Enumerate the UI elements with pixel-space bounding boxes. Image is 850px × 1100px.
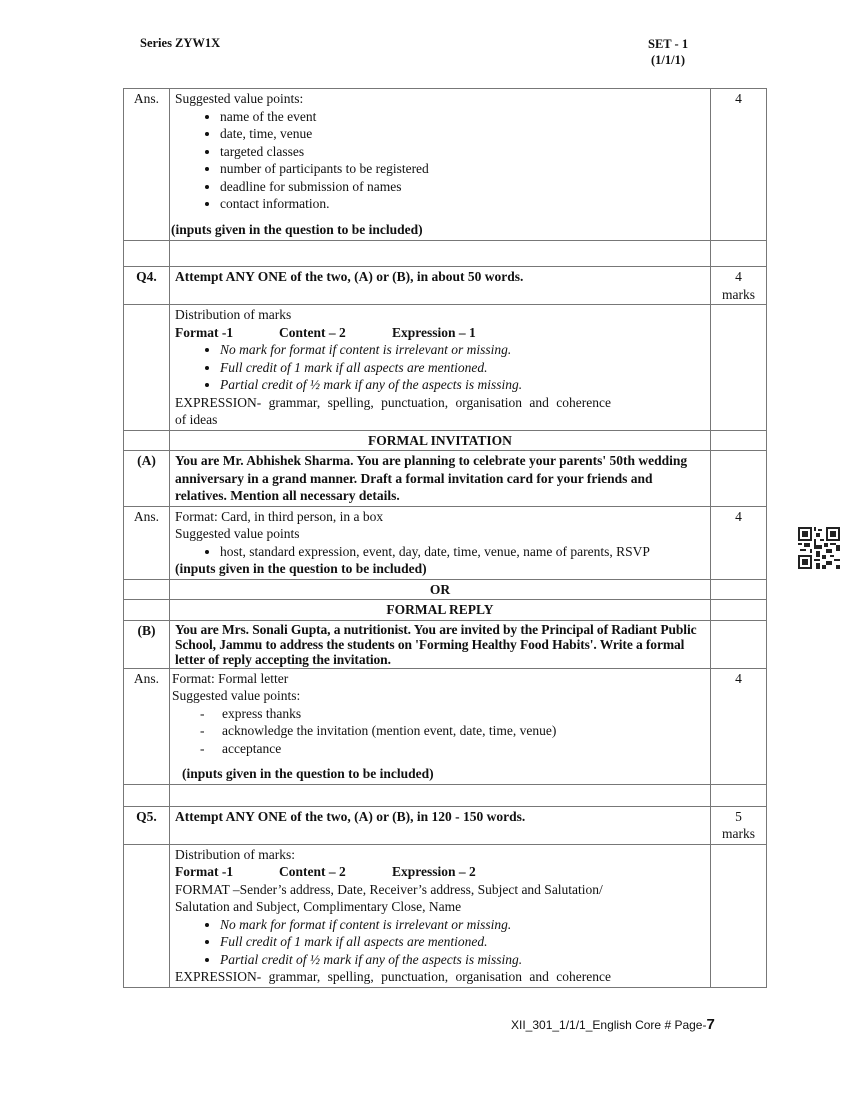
list-item: - acknowledge the invitation (mention event, date, time, venue) xyxy=(200,722,705,740)
list-item: • host, standard expression, event, day, date, time, venue, name of parents, RSVP xyxy=(220,543,705,561)
list-item: • No mark for format if content is irrelevant or missing. xyxy=(220,916,705,934)
answer-cell xyxy=(170,668,711,784)
question-number: Q4. xyxy=(124,267,170,305)
set-code: (1/1/1) xyxy=(651,53,686,67)
ans-label: Ans. xyxy=(124,506,170,579)
list-item: • Partial credit of ½ mark if any of the aspects is missing. xyxy=(220,376,705,394)
list-item: • date, time, venue xyxy=(220,125,705,143)
content-marks: Content – 2 xyxy=(279,864,346,879)
table-row xyxy=(124,506,767,579)
expression-line: EXPRESSION- grammar, spelling, punctuation, organisation and coherence xyxy=(175,394,611,410)
value-points-list xyxy=(175,108,705,213)
ans-label: Ans. xyxy=(124,668,170,784)
table-row xyxy=(124,600,767,621)
marks-split xyxy=(175,324,705,342)
list-item: • targeted classes xyxy=(220,143,705,161)
qr-code-icon xyxy=(798,527,840,569)
inputs-note: (inputs given in the question to be included) xyxy=(171,221,423,237)
question-number: Q5. xyxy=(124,806,170,844)
marks-word: marks xyxy=(722,286,755,302)
marks-number: 4 xyxy=(735,269,742,284)
section-heading-invitation: FORMAL INVITATION xyxy=(170,430,711,451)
marks-cell: 4 xyxy=(711,506,767,579)
answer-cell xyxy=(170,506,711,579)
list-item: • No mark for format if content is irrelevant or missing. xyxy=(220,341,705,359)
table-row xyxy=(124,267,767,305)
answer-format: Format: Formal letter xyxy=(172,670,289,686)
table-row xyxy=(124,89,767,241)
question-text: You are Mrs. Sonali Gupta, a nutritionist. You are invited by the Principal of Radiant Public School, Jammu to address the students on 'Forming Healthy Food Habits'. Write a formal letter of reply accepting the invitation. xyxy=(170,620,711,668)
spacer-row xyxy=(124,241,767,267)
question-text: Attempt ANY ONE of the two, (A) or (B), in about 50 words. xyxy=(170,267,711,305)
expression-marks: Expression – 1 xyxy=(392,324,476,340)
list-item: • Partial credit of ½ mark if any of the aspects is missing. xyxy=(220,951,705,969)
value-points-heading: Suggested value points: xyxy=(175,91,304,106)
distribution-heading: Distribution of marks xyxy=(175,307,292,322)
value-points-heading: Suggested value points xyxy=(175,526,300,541)
set-label xyxy=(648,36,688,68)
value-points-list xyxy=(175,543,705,561)
marking-scheme-table xyxy=(123,88,767,988)
inputs-note: (inputs given in the question to be included) xyxy=(175,561,427,576)
distribution-cell xyxy=(170,305,711,431)
answer-cell xyxy=(170,89,711,241)
list-item: • Full credit of 1 mark if all aspects are mentioned. xyxy=(220,933,705,951)
list-item: • number of participants to be registered xyxy=(220,160,705,178)
table-row xyxy=(124,579,767,600)
list-item: • deadline for submission of names xyxy=(220,178,705,196)
option-label: (B) xyxy=(124,620,170,668)
marks-cell: 4 xyxy=(711,89,767,241)
question-text: You are Mr. Abhishek Sharma. You are planning to celebrate your parents' 50th wedding anniversary in a grand manner. Draft a formal invitation card for your friends and relatives. Mention all necessary details. xyxy=(170,451,711,507)
page-footer xyxy=(511,1016,715,1033)
criteria-list xyxy=(175,341,705,394)
marks-word: marks xyxy=(722,826,755,841)
criteria-list xyxy=(175,916,705,969)
series-label: Series ZYW1X xyxy=(140,36,221,50)
table-row xyxy=(124,305,767,431)
table-row xyxy=(124,620,767,668)
content-marks: Content – 2 xyxy=(279,324,346,340)
format-marks: Format -1 xyxy=(175,864,234,879)
question-text: Attempt ANY ONE of the two, (A) or (B), in 120 - 150 words. xyxy=(170,806,711,844)
format-line: FORMAT –Sender’s address, Date, Receiver’s address, Subject and Salutation/ Salutation and Subject, Complimentary Close, Name xyxy=(175,881,603,914)
expression-line: EXPRESSION- grammar, spelling, punctuation, organisation and coherence xyxy=(175,969,611,984)
marks-cell: 4 xyxy=(711,668,767,784)
marks-split xyxy=(175,863,705,881)
table-row xyxy=(124,668,767,784)
table-row xyxy=(124,430,767,451)
marks-cell xyxy=(711,806,767,844)
list-item: - express thanks xyxy=(200,705,705,723)
set-number: SET - 1 xyxy=(648,37,689,51)
table-row xyxy=(124,844,767,987)
marks-cell xyxy=(711,267,767,305)
table-row xyxy=(124,806,767,844)
list-item: • Full credit of 1 mark if all aspects are mentioned. xyxy=(220,359,705,377)
table-row xyxy=(124,451,767,507)
section-heading-reply: FORMAL REPLY xyxy=(170,600,711,621)
footer-text: XII_301_1/1/1_English Core # Page- xyxy=(511,1018,707,1032)
list-item: • contact information. xyxy=(220,195,705,213)
option-label: (A) xyxy=(124,451,170,507)
list-item: - acceptance xyxy=(200,740,705,758)
expression-marks: Expression – 2 xyxy=(392,864,476,879)
value-points-heading: Suggested value points: xyxy=(172,688,301,703)
format-marks: Format -1 xyxy=(175,324,234,340)
distribution-heading: Distribution of marks: xyxy=(175,846,295,862)
inputs-note: (inputs given in the question to be included) xyxy=(182,766,434,781)
list-item: • name of the event xyxy=(220,108,705,126)
value-points-list xyxy=(172,705,705,758)
expression-line-2: of ideas xyxy=(175,412,218,427)
marks-number: 5 xyxy=(735,808,742,824)
distribution-cell xyxy=(170,844,711,987)
ans-label: Ans. xyxy=(124,89,170,241)
spacer-row xyxy=(124,784,767,806)
answer-format: Format: Card, in third person, in a box xyxy=(175,508,384,524)
page-number: 7 xyxy=(706,1016,715,1033)
or-separator: OR xyxy=(170,579,711,600)
